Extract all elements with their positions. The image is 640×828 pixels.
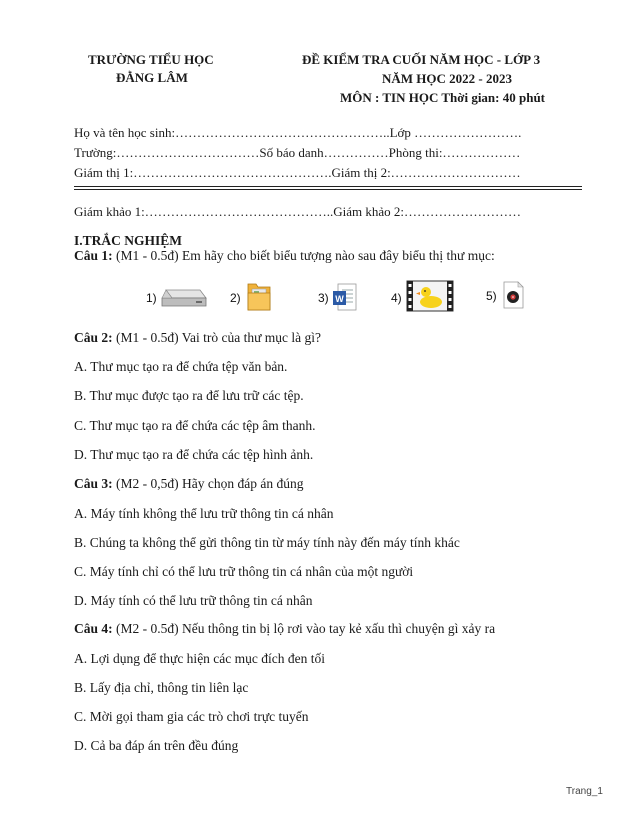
hard-drive-icon	[160, 282, 208, 312]
question-text: (M2 - 0,5đ) Hãy chọn đáp án đúng	[112, 476, 304, 491]
question-2	[74, 330, 321, 346]
divider-top	[74, 186, 582, 187]
answer-option[interactable]: A. Máy tính không thể lưu trữ thông tin cá nhân	[74, 506, 334, 521]
icon-number: 4)	[391, 291, 402, 305]
examiners-line: Giám khảo 1:……………………………………..Giám khảo 2:………………………	[74, 204, 522, 219]
answer-option[interactable]: D. Máy tính có thể lưu trữ thông tin cá nhân	[74, 593, 313, 608]
answer-option[interactable]: A. Thư mục tạo ra để chứa tệp văn bản.	[74, 359, 288, 374]
answer-option[interactable]: D. Thư mục tạo ra để chứa các tệp hình ảnh.	[74, 447, 314, 462]
answer-option[interactable]: D. Cả ba đáp án trên đều đúng	[74, 738, 239, 753]
duck-image-icon	[406, 279, 454, 313]
question-1	[74, 248, 495, 264]
section-title: I.TRẮC NGHIỆM	[74, 233, 183, 248]
svg-text:W: W	[335, 294, 344, 304]
folder-icon	[246, 280, 272, 312]
invigilators-line: Giám thị 1:……………………………………….Giám thị 2:…………………………	[74, 165, 521, 180]
answer-option[interactable]: C. Thư mục tạo ra để chứa các tệp âm thanh.	[74, 418, 316, 433]
word-document-icon	[332, 282, 358, 312]
icon-number: 3)	[318, 291, 329, 305]
student-name-line: Họ và tên học sinh:…………………………………………..Lớp …………………….	[74, 125, 522, 140]
page-number: Trang_1	[566, 786, 603, 797]
question-text: (M1 - 0.5đ) Em hãy cho biết biểu tượng nào sau đây biểu thị thư mục:	[112, 248, 495, 263]
question-label: Câu 3:	[74, 476, 113, 491]
school-name-line2: ĐẰNG LÂM	[116, 70, 188, 85]
icon-number: 2)	[230, 291, 241, 305]
question-label: Câu 4:	[74, 621, 113, 636]
divider-bottom	[74, 189, 582, 190]
question-label: Câu 2:	[74, 330, 113, 345]
question-3	[74, 476, 303, 492]
school-name-line1: TRƯỜNG TIỂU HỌC	[88, 52, 214, 67]
subject-time: MÔN : TIN HỌC Thời gian: 40 phút	[340, 90, 546, 105]
music-file-icon	[501, 281, 525, 309]
answer-option[interactable]: B. Chúng ta không thể gửi thông tin từ máy tính này đến máy tính khác	[74, 535, 460, 550]
school-line: Trường:……………………………Số báo danh……………Phòng thi:………………	[74, 145, 521, 160]
icon-number: 5)	[486, 289, 497, 303]
icon-number: 1)	[146, 291, 157, 305]
question-label: Câu 1:	[74, 248, 113, 263]
answer-option[interactable]: C. Mời gọi tham gia các trò chơi trực tuyến	[74, 709, 309, 724]
question-text: (M2 - 0.5đ) Nếu thông tin bị lộ rơi vào tay kẻ xấu thì chuyện gì xảy ra	[112, 621, 496, 636]
answer-option[interactable]: B. Lấy địa chỉ, thông tin liên lạc	[74, 680, 249, 695]
answer-option[interactable]: C. Máy tính chỉ có thể lưu trữ thông tin cá nhân của một người	[74, 564, 414, 579]
answer-option[interactable]: B. Thư mục được tạo ra để lưu trữ các tệp.	[74, 388, 304, 403]
answer-option[interactable]: A. Lợi dụng để thực hiện các mục đích đen tối	[74, 651, 326, 666]
school-year: NĂM HỌC 2022 - 2023	[382, 71, 512, 86]
question-4	[74, 621, 495, 637]
question-text: (M1 - 0.5đ) Vai trò của thư mục là gì?	[112, 330, 322, 345]
exam-title: ĐỀ KIỂM TRA CUỐI NĂM HỌC - LỚP 3	[302, 52, 541, 67]
